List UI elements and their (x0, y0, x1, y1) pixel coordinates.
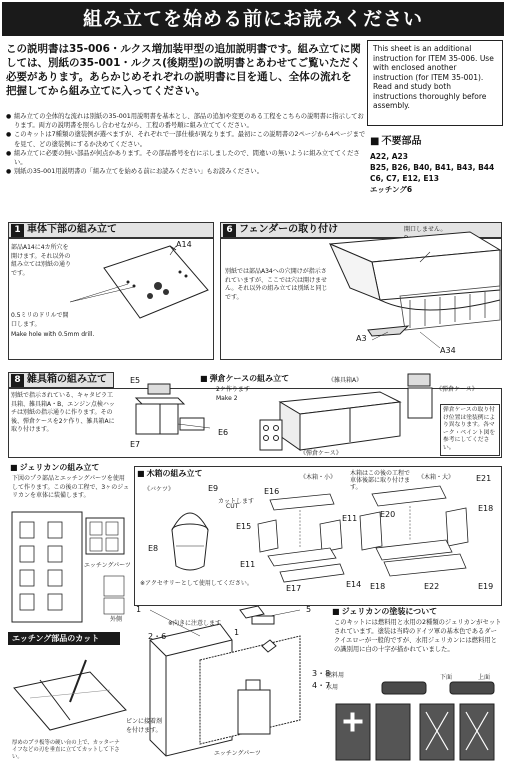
etching-cut-title: エッチング部品のカット (8, 632, 120, 645)
bucket-label: 《バケツ》 (144, 486, 174, 493)
section-number: 8 (11, 374, 24, 387)
pin-glue-note: ピンに接着剤を付けます。 (126, 718, 163, 734)
make-2-en: Make 2 (216, 395, 238, 402)
make-2-jp: 2ケ作ります (216, 386, 250, 393)
part-label: E18 (478, 504, 494, 513)
part-label: E18 (370, 582, 386, 591)
small-box-label: 《木箱・小》 (300, 474, 337, 481)
step-number: 1 (136, 605, 142, 614)
page-title: 組み立てを始める前にお読みください (2, 2, 504, 36)
note-item: ● 別紙の35-001用説明書の「組み立てを始める前にお読みください」もお読みください。 (6, 167, 366, 176)
step-number: 5 (306, 605, 312, 614)
outside-label: 外側 (110, 616, 123, 623)
part-label: E9 (208, 484, 219, 493)
water-label: 水用 (326, 684, 339, 691)
large-box-label: 《木箱・大》 (418, 474, 455, 481)
unneeded-line: B25, B26, B40, B41, B43, B44 (370, 163, 495, 172)
paint-text: このキットには燃料用と水用の2種類のジェリカンがセットされています。塗装は当時のドイツ軍の基本色であるダークイエローが一般的ですが、水用ジェリカンには燃料用との識別用に白の十字が描かれていました。 (334, 619, 502, 653)
section-number: 1 (11, 224, 24, 237)
jerrycan-title: ■ ジェリカンの組み立て (10, 462, 99, 473)
part-label: E8 (148, 544, 159, 553)
part-label: E7 (130, 440, 141, 449)
part-label: E11 (240, 560, 256, 569)
note-item: ● このキットは7種類の塗装例が選べますが、それぞれで一部仕様が異なります。最初にこの説明書の2ページから4ページまでを見て、どの塗装例にするか決めてください。 (6, 130, 366, 148)
woodbox-note: 木箱はこの後の工程で車体後部に取り付けます。 (350, 470, 411, 491)
cut-jp: カットします (218, 498, 254, 505)
etching-label: エッチングパーツ (214, 750, 261, 757)
unneeded-line: C6, C7, E12, E13 (370, 174, 439, 183)
unneeded-line: エッチング6 (370, 185, 413, 194)
paint-title: ■ ジェリカンの塗装について (332, 606, 437, 617)
zatsugu-a-label: 《雑具箱A》 (328, 377, 363, 384)
english-note-box: This sheet is an additional instruction for ITEM 35-006. Use with enclosed another instruction (for ITEM 35-001). Read and study both instructions thoroughly before assembly. (367, 40, 503, 126)
step-number: 3・8 (312, 669, 331, 678)
ammo-case-label: 《弾倉ケース》 (300, 450, 342, 457)
part-label: E19 (478, 582, 494, 591)
part-label: E15 (236, 522, 252, 531)
no-hole-jp: 開口しません。 (404, 226, 447, 233)
etching-label: エッチングパーツ (84, 562, 131, 569)
accessory-note: ※アクセサリーとして使用してください。 (140, 580, 253, 587)
part-label: E21 (476, 474, 492, 483)
part-label: E16 (264, 487, 280, 496)
direction-note: ※向きに注意します (168, 620, 222, 627)
jerrycan-text: 下図のプラ部品とエッチングパーツを使用して作ります。この後の工程で、3ヶのジェリカンを車体に装備します。 (12, 475, 130, 499)
part-label: E22 (424, 582, 440, 591)
section-6-text: 別紙では部品A34への穴開けが指示されていますが、ここでは穴は開けません。それ以外の組み立ては別紙と同じです。 (225, 268, 328, 301)
section-title: フェンダーの取り付け (239, 224, 339, 235)
drill-note-en: Make hole with 0.5mm drill. (11, 331, 95, 338)
ammo-position-note: 弾倉ケースの取り付け位置は塗装例により異なります。各マーク・ペイント図を参考にしてください。 (440, 404, 500, 456)
step-number: 4・7 (312, 681, 331, 690)
part-label: E20 (380, 510, 396, 519)
part-label: A3 (356, 334, 367, 343)
cut-text: 厚めのプラ板等の硬い台の上で、カッターナイフなどの刃を垂直に立ててカットして下さい。 (12, 740, 120, 760)
note-item: ● 組み立てに必要の無い部品が何点かあります。その部品番号を右に示しましたので、間違いの無いように組み立ててください。 (6, 149, 366, 167)
part-label: E6 (218, 428, 229, 437)
fuel-label: 燃料用 (326, 672, 345, 679)
section-1-text: 部品A14に4カ所穴を開けます。それ以外の組み立ては別紙の通りです。 (11, 244, 72, 277)
section-title: 車体下部の組み立て (27, 224, 117, 235)
ammo-case-title: ■ 弾倉ケースの組み立て (200, 373, 289, 384)
section-title: 雑具箱の組み立て (27, 374, 107, 385)
top-view-label: 上面 (478, 674, 491, 681)
bottom-view-label: 下面 (440, 674, 453, 681)
unneeded-line: A22, A23 (370, 152, 408, 161)
cut-en: CUT (226, 503, 239, 510)
ammo-case-label: 《弾倉ケース》 (436, 386, 478, 393)
section-number: 6 (223, 224, 236, 237)
woodbox-title: ■ 木箱の組み立て (137, 468, 203, 479)
unneeded-title: ■ 不要部品 (370, 132, 504, 147)
intro-text: この説明書は35-006・ルクス増加装甲型の追加説明書です。組み立てに関しては、別紙の35-001・ルクス(後期型)の説明書とあわせてご覧いただく必要があります。あらかじめそれぞれの説明書に目を通し、全体の流れを把握してから組み立てに入ってください。 (6, 43, 361, 97)
section-8-text: 別紙で指示されている、キャタピラ工具箱、雑具箱A・B、エンジン点検ハッチは別紙の指示通りに作ります。その後、弾倉ケースを2ケ作り、雑具箱Aに取り付けます。 (11, 392, 115, 433)
step-number: 1 (234, 628, 240, 637)
drill-note-jp: 0.5ミリのドリルで開口します。 (11, 312, 69, 328)
note-item: ● 組み立ての全体的な流れは別紙の35-001用説明書を基本とし、部品の追加や変更のある工程をこちらの説明書に指示しております。両方の説明書を照らし合わせながら、工程の番号順に組み立ててください。 (6, 112, 366, 130)
part-label: A14 (176, 240, 192, 249)
part-label: A34 (440, 346, 456, 355)
part-label: E5 (130, 376, 141, 385)
part-label: E11 (342, 514, 358, 523)
part-label: E14 (346, 580, 362, 589)
part-label: E17 (286, 584, 302, 593)
step-number: 2・6 (148, 632, 167, 641)
